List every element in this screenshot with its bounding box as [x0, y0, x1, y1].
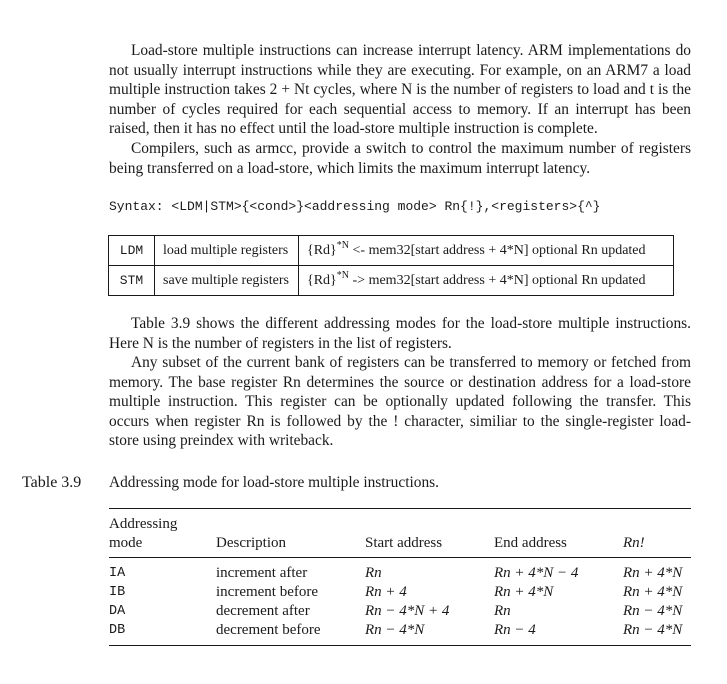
row-start: Rn: [365, 565, 382, 581]
op-description: load multiple registers: [155, 236, 299, 266]
op-code: STM: [109, 266, 155, 296]
row-end: Rn − 4: [494, 622, 536, 638]
row-description: increment before: [216, 584, 319, 600]
row-mode: IB: [109, 585, 126, 600]
header-mode-line1: Addressing: [109, 516, 178, 532]
op-code: LDM: [109, 236, 155, 266]
row-end: Rn + 4*N: [494, 584, 554, 600]
table-row: [109, 236, 674, 266]
row-start: Rn − 4*N: [365, 622, 425, 638]
table-bottom-rule: [109, 645, 691, 646]
op-expression: $\{Rd\}^{*N}$ <- mem32[start address + 4*N] optional Rn updated: [299, 236, 674, 266]
paragraph-table-reference: Table 3.9 shows the different addressing modes for the load-store multiple instructions. Here N is the number of registers in the list of registers.: [109, 315, 691, 352]
table-caption: Addressing mode for load-store multiple instructions.: [109, 474, 439, 491]
row-rn: Rn − 4*N: [623, 622, 683, 638]
row-description: decrement before: [216, 622, 321, 638]
header-description: Description: [216, 535, 286, 551]
table-label: Table 3.9: [22, 474, 82, 491]
table-row: [109, 266, 674, 296]
header-start-address: Start address: [365, 535, 443, 551]
header-mode-line2: mode: [109, 535, 143, 551]
row-mode: DB: [109, 623, 126, 638]
op-expression: $\{Rd\}^{*N}$ -> mem32[start address + 4*N] optional Rn updated: [299, 266, 674, 296]
row-start: Rn + 4: [365, 584, 407, 600]
ldm-stm-table: [108, 235, 674, 296]
table-top-rule: [109, 508, 691, 509]
row-end: Rn + 4*N − 4: [494, 565, 579, 581]
op-description: save multiple registers: [155, 266, 299, 296]
row-rn: Rn − 4*N: [623, 603, 683, 619]
header-end-address: End address: [494, 535, 567, 551]
row-rn: Rn + 4*N: [623, 565, 683, 581]
row-end: Rn: [494, 603, 511, 619]
paragraph-interrupt-latency: Load-store multiple instructions can increase interrupt latency. ARM implementations do not usually interrupt instructions while they are executing. For example, on an ARM7 a load multiple instruction takes 2 + Nt cycles, where N is the number of registers to load and t is the number of cycles required for each sequential access to memory. If an interrupt has been raised, then it has no effect until the load-store multiple instruction is complete.: [109, 42, 691, 138]
header-rn-writeback: Rn!: [623, 535, 645, 551]
row-description: increment after: [216, 565, 308, 581]
row-start: Rn − 4*N + 4: [365, 603, 450, 619]
row-mode: IA: [109, 566, 126, 581]
paragraph-register-subset: Any subset of the current bank of registers can be transferred to memory or fetched from memory. The base register Rn determines the source or destination address for a load-store multiple instruction. This register can be optionally updated following the transfer. This occurs when register Rn is followed by the ! character, similiar to the single-register load-store using preindex with writeback.: [109, 354, 691, 450]
row-rn: Rn + 4*N: [623, 584, 683, 600]
table-header-rule: [109, 557, 691, 558]
row-description: decrement after: [216, 603, 310, 619]
paragraph-compiler-switch: Compilers, such as armcc, provide a switch to control the maximum number of registers being transferred on a load-store, which limits the maximum interrupt latency.: [109, 140, 691, 177]
syntax-line: Syntax: <LDM|STM>{<cond>}<addressing mode> Rn{!},<registers>{^}: [109, 199, 601, 214]
row-mode: DA: [109, 604, 126, 619]
